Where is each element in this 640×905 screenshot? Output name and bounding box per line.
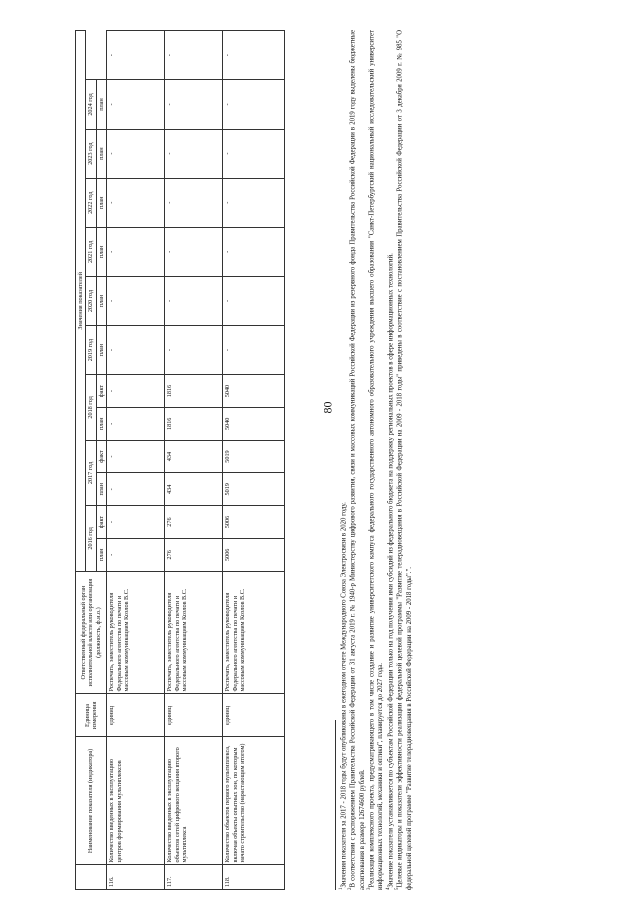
header-num (76, 865, 107, 890)
value-cell: 5040 (223, 407, 285, 440)
header-year: 2021 год (86, 227, 96, 276)
value-cell: - (107, 538, 165, 571)
header-year: 2020 год (86, 276, 96, 325)
value-cell: 5019 (223, 440, 285, 473)
footnote-mark: 1 (339, 887, 344, 890)
header-plan: план (96, 178, 106, 227)
value-cell: - (107, 375, 165, 408)
rotated-page-content (75, 30, 615, 890)
header-fact: факт (96, 440, 106, 473)
header-plan: план (96, 227, 106, 276)
footnote-mark: 4 (385, 887, 391, 890)
indicator-name: Количество объектов первого мультиплекса, включая объекты опытных зон, по которым начато строительство (нарастающим итогом) (223, 737, 285, 865)
header-plan: план (96, 326, 106, 375)
row-number: 116. (107, 865, 165, 890)
value-cell: - (107, 80, 165, 129)
value-cell: - (107, 276, 165, 325)
header-plan: план (96, 80, 106, 129)
header-year: 2023 год (86, 129, 96, 178)
indicator-name: Количество введенных в эксплуатацию центров формирования мультиплексов (107, 737, 165, 865)
value-cell: 1816 (165, 375, 223, 408)
header-year: 2019 год (86, 326, 96, 375)
value-cell: - (223, 31, 285, 80)
header-year: 2024 год (86, 80, 96, 129)
value-cell: - (165, 178, 223, 227)
value-cell: - (107, 506, 165, 539)
footnote-text: Целевые индикаторы и показатели эффективности реализации федеральной целевой программы "Развитие телерадиовещания в Российской Федерации на 2009 - 2018 годы" приведены в соответствие с постановлением Правительства Российской Федерации от 3 декабря 2009 г. № 985 "О федеральной целевой программе "Развитие телерадиовещания в Российской Федерации на 2009 - 2018 годы".". (396, 30, 413, 890)
value-cell: 434 (165, 440, 223, 473)
header-plan: план (96, 129, 106, 178)
value-cell: - (107, 473, 165, 506)
value-cell: 1816 (165, 407, 223, 440)
unit-cell: единиц (165, 694, 223, 737)
row-number: 118. (223, 865, 285, 890)
value-cell: - (165, 31, 223, 80)
value-cell: - (107, 407, 165, 440)
footnote-mark: 5 (395, 887, 401, 890)
table-row (107, 31, 165, 890)
header-responsible: Ответственный федеральный орган исполнительной власти или организация (должность, ф.и.о.) (76, 571, 107, 694)
footnote-text: Значение показателя устанавливается по субъектам Российской Федерации только на год получения ими субсидий из федерального бюджета на поддержку региональных проектов в сфере информационных технологий. (386, 253, 394, 888)
value-cell: 5006 (223, 538, 285, 571)
value-cell: - (107, 227, 165, 276)
responsible-cell: Роспечать, заместитель руководителя Федерального агентства по печати и массовым коммуникациям Козлов В.С. (107, 571, 165, 694)
responsible-cell: Роспечать, заместитель руководителя Федерального агентства по печати и массовым коммуникациям Козлов В.С. (165, 571, 223, 694)
header-unit: Единица измерения (76, 694, 107, 737)
header-row-1 (76, 31, 86, 890)
value-cell: - (223, 129, 285, 178)
header-plan: план (96, 276, 106, 325)
footnote-text: Реализация комплексного проекта, предусматривающего в том числе создание и развитие университетского кампуса федерального государственного автономного образовательного учреждения высшего образования "Санкт-Петербургский национальный исследовательский университет информационных технологий, механики и оптики", планируется до 2027 года. (368, 30, 385, 890)
header-plan: план (96, 473, 106, 506)
footnote (367, 30, 386, 890)
footnote (339, 30, 348, 890)
table-row (223, 31, 285, 890)
value-cell: - (165, 80, 223, 129)
footnote-text: Значения показателя за 2017 - 2018 годы будут опубликованы в ежегодном отчете Международного Союза Электросвязи в 2020 году. (340, 502, 348, 888)
footnote (386, 30, 395, 890)
header-indicator-name: Наименование показателя (индикатора) (76, 737, 107, 865)
footnote-mark: 2 (348, 887, 354, 890)
value-cell: 276 (165, 506, 223, 539)
footnote-text: В соответствии с распоряжением Правительства Российской Федерации от 31 августа 2019 г. № 1940-р Министерству цифрового развития, связи и массовых коммуникаций Российской Федерации из резервного фонда Правительства Российской Федерации в 2019 году выделены бюджетные ассигнования в размере 12674600 рублей. (349, 30, 366, 890)
header-fact: факт (96, 506, 106, 539)
header-year: 2022 год (86, 178, 96, 227)
value-cell: - (107, 31, 165, 80)
header-year: 2017 год (86, 440, 96, 506)
footnote-mark: 3 (367, 887, 373, 890)
value-cell: - (107, 326, 165, 375)
indicator-name: Количество введенных в эксплуатацию объектов сетей цифрового вещания второго мультиплекса (165, 737, 223, 865)
value-cell: - (223, 227, 285, 276)
header-fact: факт (96, 375, 106, 408)
value-cell: 5006 (223, 506, 285, 539)
value-cell: - (223, 178, 285, 227)
value-cell: - (107, 178, 165, 227)
value-cell: 5040 (223, 375, 285, 408)
value-cell: - (165, 276, 223, 325)
value-cell: - (223, 326, 285, 375)
indicators-table (75, 30, 285, 890)
footnote (348, 30, 367, 890)
value-cell: - (165, 129, 223, 178)
value-cell: - (107, 129, 165, 178)
header-year: 2016 год (86, 506, 96, 572)
value-cell: - (165, 227, 223, 276)
value-cell: 276 (165, 538, 223, 571)
header-year: 2018 год (86, 375, 96, 441)
value-cell: - (223, 80, 285, 129)
page-number: 80 (320, 401, 335, 414)
value-cell: 5019 (223, 473, 285, 506)
responsible-cell: Роспечать, заместитель руководителя Федерального агентства по печати и массовым коммуникациям Козлов В.С. (223, 571, 285, 694)
unit-cell: единиц (107, 694, 165, 737)
footnote (395, 30, 414, 890)
footnote-divider (335, 720, 336, 890)
value-cell: 434 (165, 473, 223, 506)
value-cell: - (107, 440, 165, 473)
table-row (165, 31, 223, 890)
footnotes (335, 30, 414, 890)
unit-cell: единиц (223, 694, 285, 737)
header-plan: план (96, 538, 106, 571)
value-cell: - (223, 276, 285, 325)
row-number: 117. (165, 865, 223, 890)
value-cell: - (165, 326, 223, 375)
header-values: Значения показателей (76, 31, 86, 572)
header-plan: план (96, 407, 106, 440)
